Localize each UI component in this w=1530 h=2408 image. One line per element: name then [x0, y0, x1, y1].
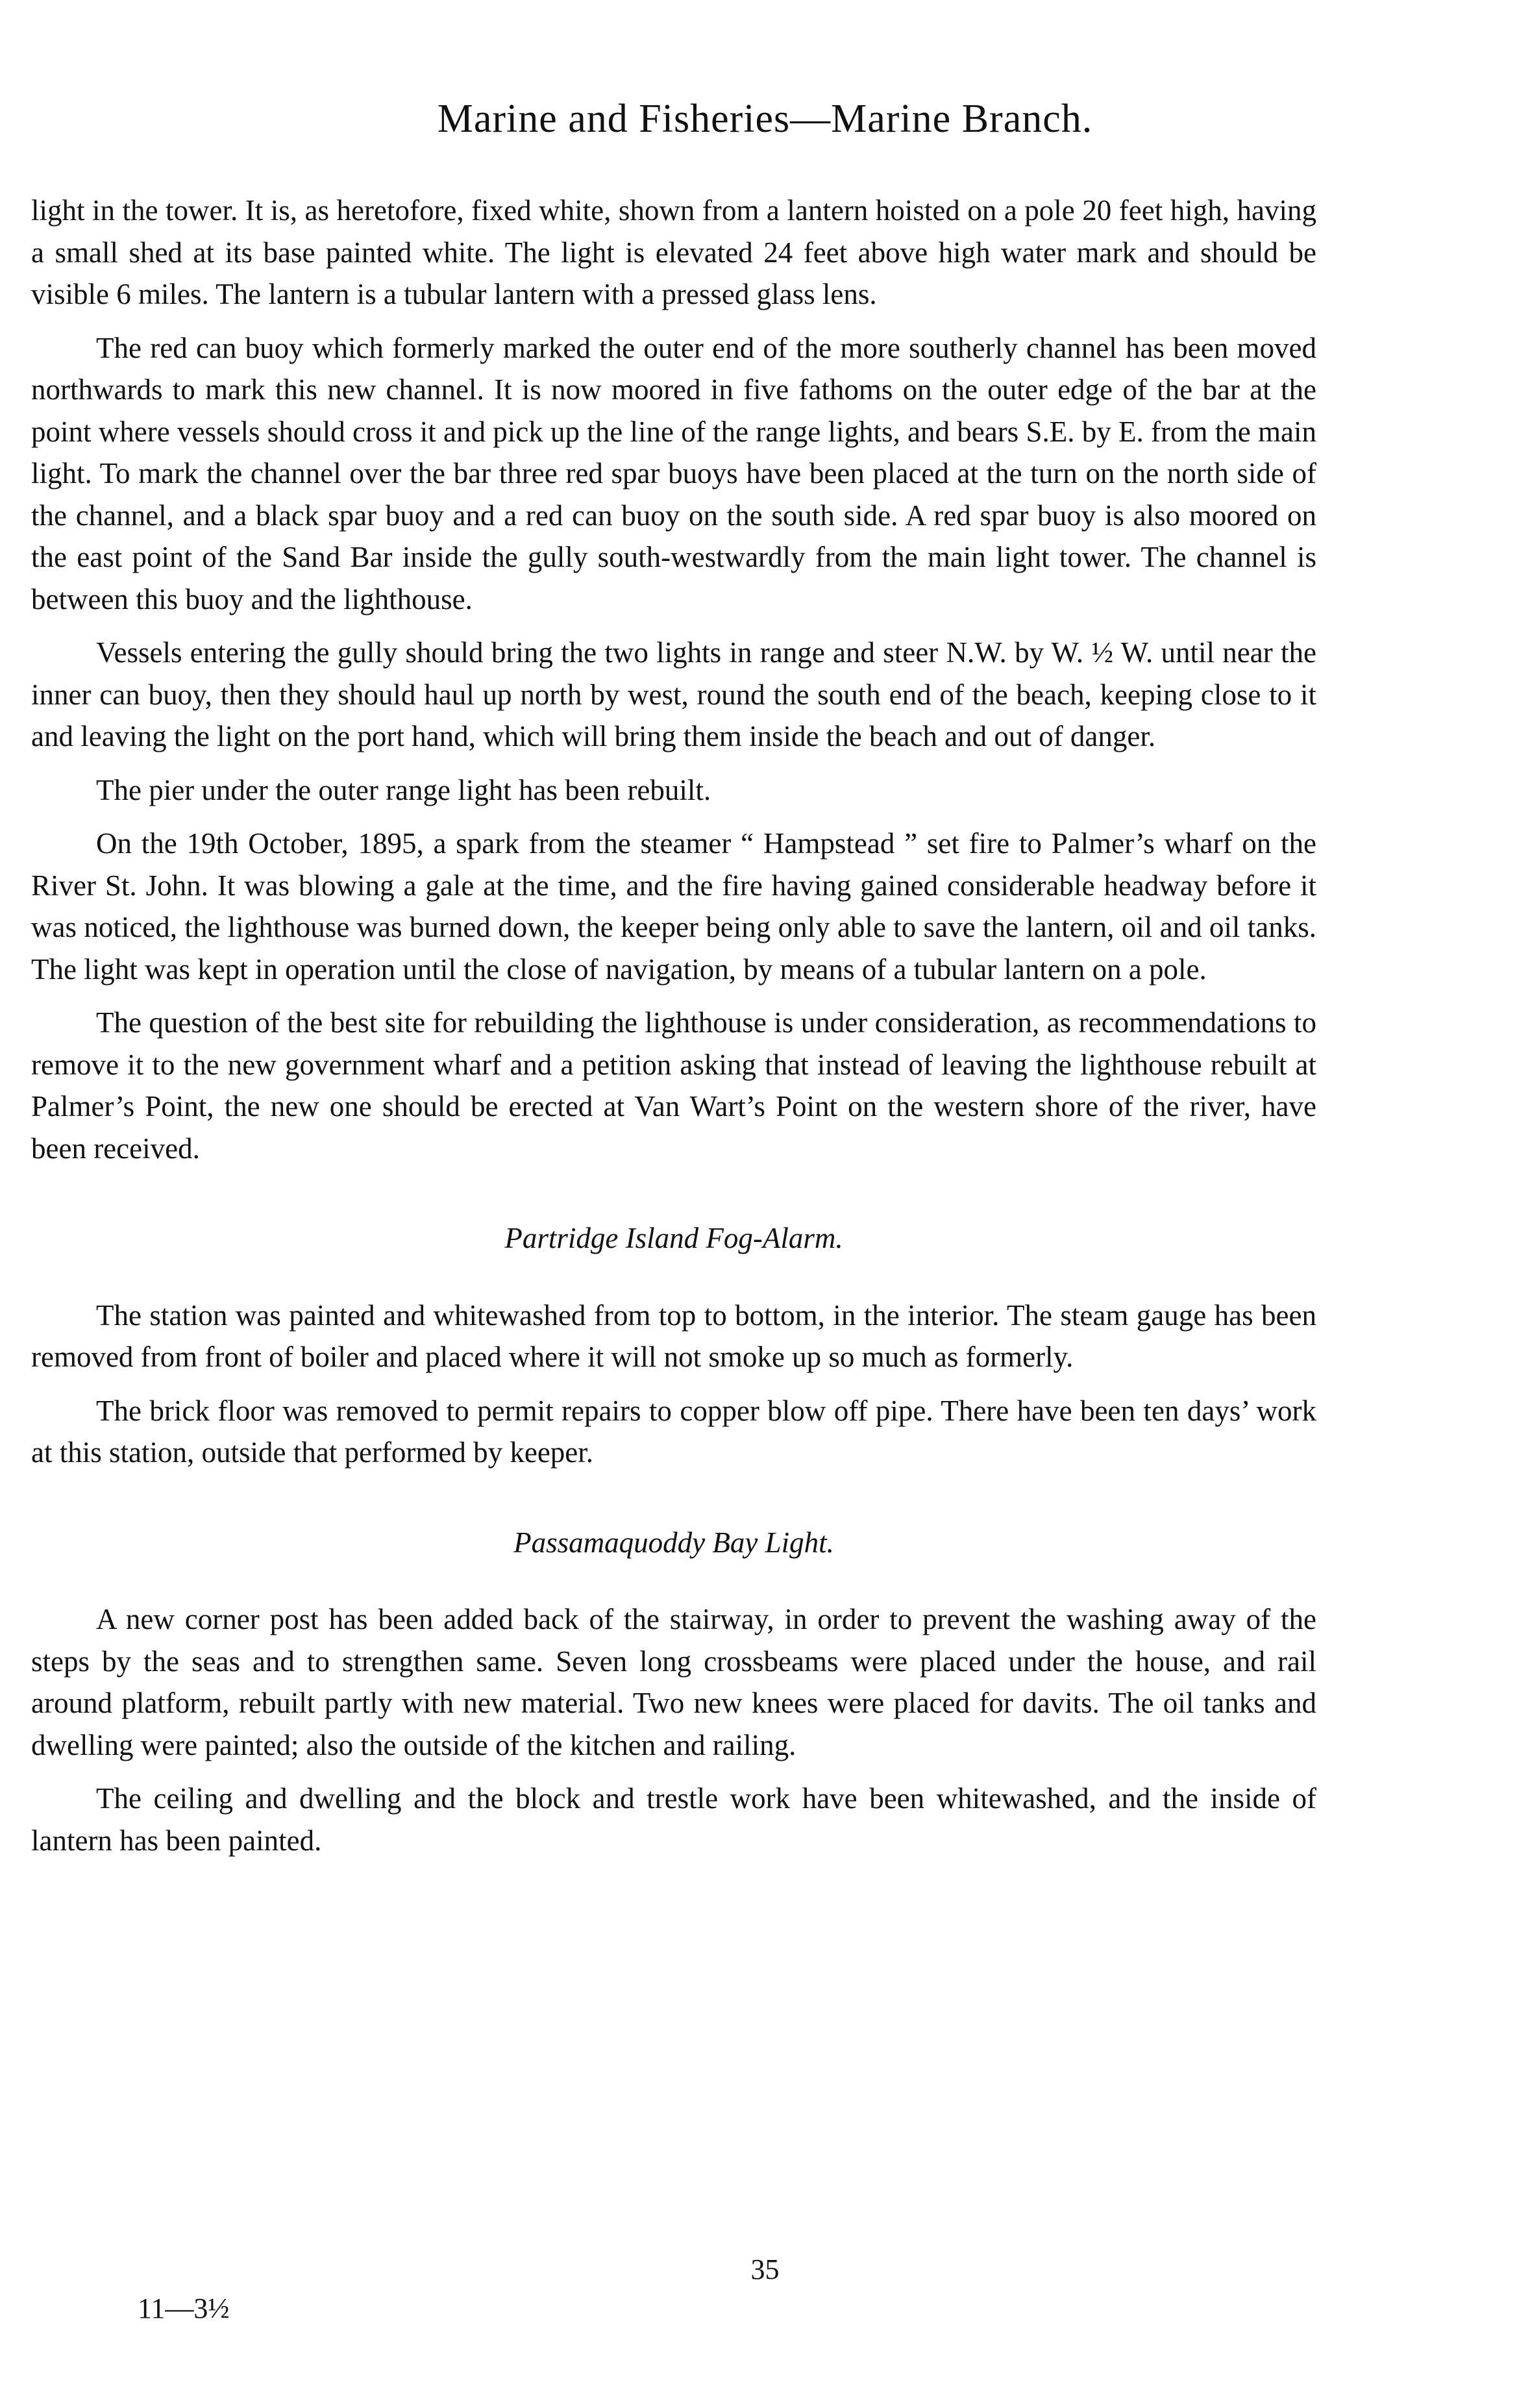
signature-mark: 11—3½: [138, 2292, 230, 2324]
paragraph: The ceiling and dwelling and the block and trestle work have been whitewashed, and the inside of lantern has been painted.: [31, 1782, 1316, 1857]
running-head: Marine and Fisheries—Marine Branch.: [437, 97, 1093, 141]
paragraph: On the 19th October, 1895, a spark from the steamer “ Hampstead ” set fire to Palmer’s wharf on the River St. John. It was blowing a gale at the time, and the fire having gained considerable headway before it was noticed, the lighthouse was burned down, the keeper being only able to save the lantern, oil and oil tanks. The light was kept in operation until the close of navigation, by means of a tubular lantern on a pole.: [31, 827, 1316, 986]
paragraph: The brick floor was removed to permit repairs to copper blow off pipe. There have been ten days’ work at this station, outside that performed by keeper.: [31, 1394, 1316, 1469]
page-number: 35: [750, 2253, 780, 2285]
section-heading: Partridge Island Fog-Alarm.: [504, 1222, 843, 1254]
paragraph: A new corner post has been added back of the stairway, in order to prevent the washing away of the steps by the seas and to strengthen same. Seven long crossbeams were placed under the house, and rail around platform, rebuilt partly with new material. Two new knees were placed for davits. The oil tanks and dwelling were painted; also the outside of the kitchen and railing.: [31, 1603, 1316, 1761]
section-heading: Passamaquoddy Bay Light.: [513, 1526, 834, 1559]
paragraph: The question of the best site for rebuilding the lighthouse is under consideration, as recommendations to remove it to the new government wharf and a petition asking that instead of leaving the lighthouse rebuilt at Palmer’s Point, the new one should be erected at Van Wart’s Point on the western shore of the river, have been received.: [31, 1006, 1316, 1165]
paragraph: The station was painted and whitewashed from top to bottom, in the interior. The steam gauge has been removed from front of boiler and placed where it will not smoke up so much as formerly.: [31, 1298, 1316, 1373]
paragraph: Vessels entering the gully should bring the two lights in range and steer N.W. by W. ½ W. until near the inner can buoy, then they should haul up north by west, round the south end of the beach, keeping close to it and leaving the light on the port hand, which will bring them inside the beach and out of danger.: [31, 636, 1316, 752]
paragraph: light in the tower. It is, as heretofore, fixed white, shown from a lantern hoisted on a pole 20 feet high, having a small shed at its base painted white. The light is elevated 24 feet above high water mark and should be visible 6 miles. The lantern is a tubular lantern with a pressed glass lens.: [31, 194, 1316, 310]
body-text: [31, 190, 1316, 1873]
paragraph: The red can buoy which formerly marked the outer end of the more southerly channel has been moved northwards to mark this new channel. It is now moored in five fathoms on the outer edge of the bar at the point where vessels should cross it and pick up the line of the range lights, and bears S.E. by E. from the main light. To mark the channel over the bar three red spar buoys have been placed at the turn on the north side of the channel, and a black spar buoy and a red can buoy on the south side. A red spar buoy is also moored on the east point of the Sand Bar inside the gully south-westwardly from the main light tower. The channel is between this buoy and the lighthouse.: [31, 331, 1316, 615]
paragraph: The pier under the outer range light has been rebuilt.: [96, 773, 711, 806]
